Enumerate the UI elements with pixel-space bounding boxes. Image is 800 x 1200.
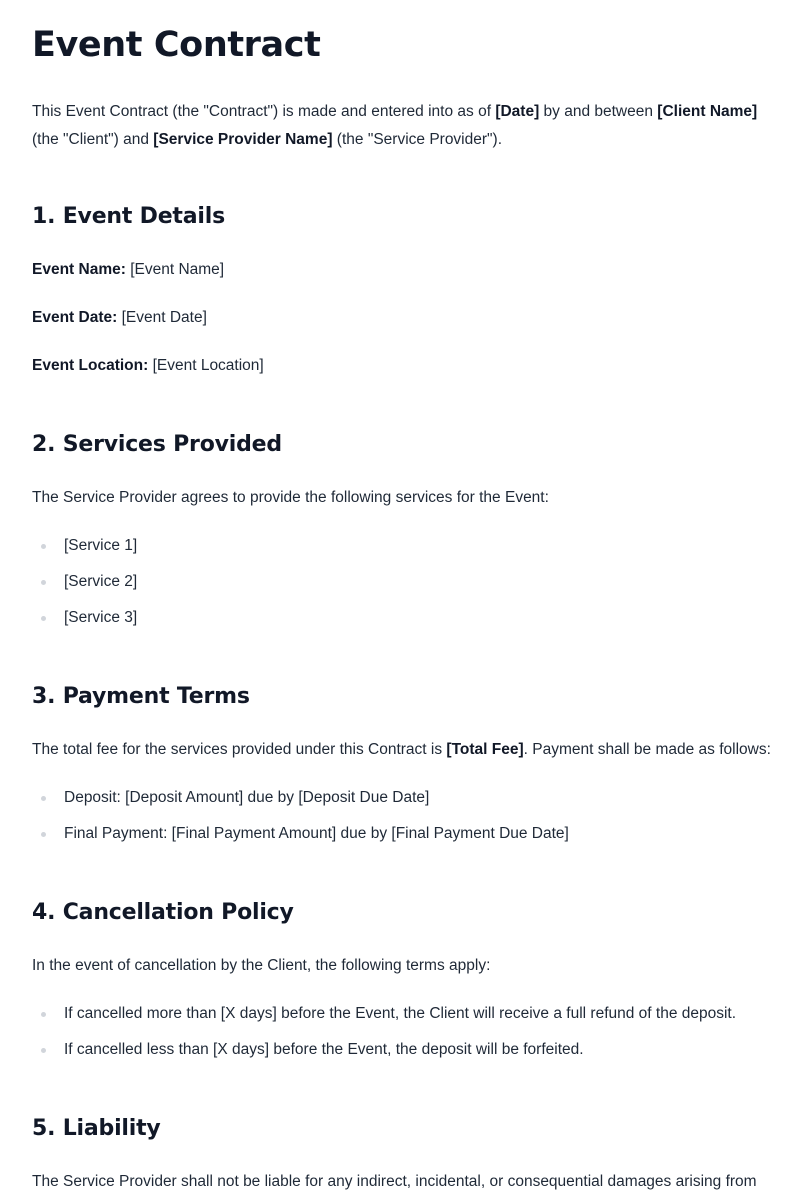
section-heading: 1. Event Details bbox=[32, 204, 225, 229]
section-cancellation bbox=[32, 898, 784, 1058]
field-label: Event Location: bbox=[32, 357, 149, 374]
field-event-name bbox=[32, 260, 224, 280]
list-item bbox=[32, 1040, 736, 1076]
list-item bbox=[32, 824, 569, 860]
list-item bbox=[32, 608, 137, 644]
document-title: Event Contract bbox=[32, 25, 321, 65]
list-item bbox=[32, 572, 137, 608]
document bbox=[32, 22, 784, 1190]
field-value: [Event Name] bbox=[125, 261, 225, 278]
services-intro: The Service Provider agrees to provide the following services for the Event: bbox=[32, 489, 549, 506]
intro-text-2: by and between bbox=[539, 103, 658, 120]
provider-name-placeholder: [Service Provider Name] bbox=[153, 131, 333, 148]
section-heading: 3. Payment Terms bbox=[32, 684, 250, 709]
list-item-text: If cancelled less than [X days] before the Event, the deposit will be forfeited. bbox=[64, 1041, 584, 1058]
bullet-icon bbox=[41, 1012, 46, 1017]
field-label: Event Name: bbox=[32, 261, 126, 278]
date-placeholder: [Date] bbox=[495, 103, 540, 120]
list-item-text: Final Payment: [Final Payment Amount] due by [Final Payment Due Date] bbox=[64, 825, 569, 842]
bullet-icon bbox=[41, 580, 46, 585]
services-list bbox=[32, 536, 137, 644]
list-item-text: Deposit: [Deposit Amount] due by [Deposit Due Date] bbox=[64, 789, 430, 806]
intro-text-4: (the "Service Provider"). bbox=[332, 131, 503, 148]
cancellation-intro: In the event of cancellation by the Client, the following terms apply: bbox=[32, 957, 491, 974]
field-event-location bbox=[32, 356, 264, 376]
payment-text-2: . Payment shall be made as follows: bbox=[523, 741, 771, 758]
field-value: [Event Location] bbox=[148, 357, 264, 374]
intro-text-3: (the "Client") and bbox=[32, 131, 154, 148]
list-item bbox=[32, 1004, 736, 1040]
intro-paragraph bbox=[32, 98, 784, 154]
bullet-icon bbox=[41, 616, 46, 621]
bullet-icon bbox=[41, 796, 46, 801]
bullet-icon bbox=[41, 832, 46, 837]
list-item-text: [Service 3] bbox=[64, 609, 138, 626]
field-label: Event Date: bbox=[32, 309, 118, 326]
section-heading: 2. Services Provided bbox=[32, 432, 282, 457]
field-event-date bbox=[32, 308, 207, 328]
bullet-icon bbox=[41, 544, 46, 549]
cancellation-list bbox=[32, 1004, 736, 1076]
liability-text: The Service Provider shall not be liable for any indirect, incidental, or consequential damages arising from bbox=[32, 1173, 757, 1190]
section-services bbox=[32, 430, 784, 626]
client-name-placeholder: [Client Name] bbox=[657, 103, 758, 120]
section-payment bbox=[32, 682, 784, 842]
list-item bbox=[32, 536, 137, 572]
list-item bbox=[32, 788, 569, 824]
payment-list bbox=[32, 788, 569, 860]
intro-text-1: This Event Contract (the "Contract") is made and entered into as of bbox=[32, 103, 496, 120]
bullet-icon bbox=[41, 1048, 46, 1053]
section-liability bbox=[32, 1114, 784, 1190]
section-heading: 5. Liability bbox=[32, 1116, 161, 1141]
payment-intro bbox=[32, 740, 771, 760]
total-fee-placeholder: [Total Fee] bbox=[446, 741, 524, 758]
list-item-text: [Service 2] bbox=[64, 573, 138, 590]
list-item-text: If cancelled more than [X days] before the Event, the Client will receive a full refund of the deposit. bbox=[64, 1005, 737, 1022]
field-value: [Event Date] bbox=[117, 309, 207, 326]
list-item-text: [Service 1] bbox=[64, 537, 138, 554]
section-heading: 4. Cancellation Policy bbox=[32, 900, 294, 925]
section-event-details bbox=[32, 202, 784, 374]
payment-text-1: The total fee for the services provided under this Contract is bbox=[32, 741, 447, 758]
